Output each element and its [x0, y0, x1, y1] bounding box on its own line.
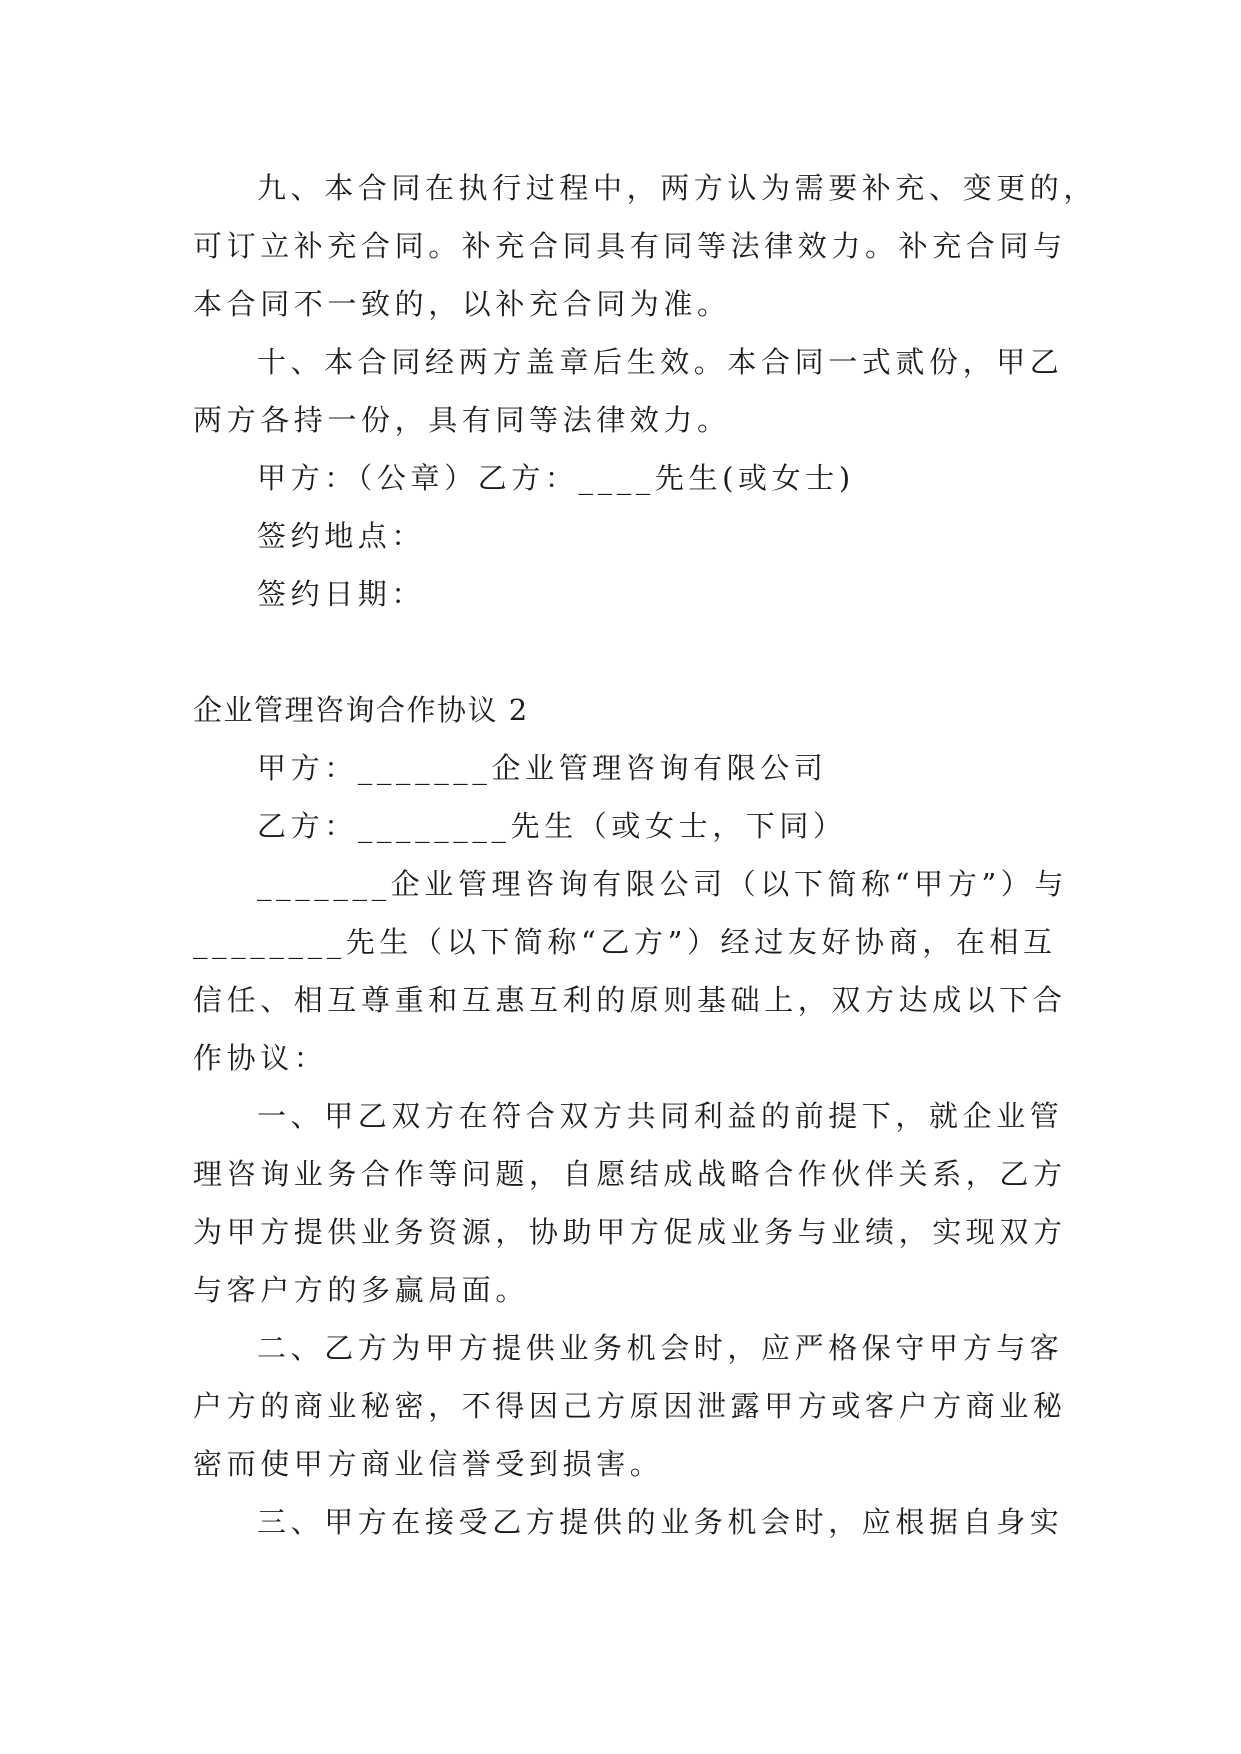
agreement-title: 企业管理咨询合作协议 2	[193, 693, 529, 727]
clause-9-line-3: 本合同不一致的，以补充合同为准。	[193, 287, 731, 321]
preamble-line-4: 作协议：	[193, 1041, 328, 1075]
clause-2-line-2: 户方的商业秘密，不得因己方原因泄露甲方或客户方商业秘	[193, 1389, 1067, 1423]
clause-2-line-1: 二、乙方为甲方提供业务机会时，应严格保守甲方与客	[257, 1331, 1064, 1365]
clause-1-line-4: 与客户方的多赢局面。	[193, 1273, 530, 1307]
party-a: 甲方：_______企业管理咨询有限公司	[257, 751, 828, 785]
clause-9-line-1: 九、本合同在执行过程中，两方认为需要补充、变更的，	[257, 171, 1098, 205]
clause-9-line-2: 可订立补充合同。补充合同具有同等法律效力。补充合同与	[193, 229, 1067, 263]
party-b: 乙方：________先生（或女士，下同）	[257, 809, 847, 843]
clause-1-line-3: 为甲方提供业务资源，协助甲方促成业务与业绩，实现双方	[193, 1215, 1067, 1249]
preamble-line-2: ________先生（以下简称“乙方”）经过友好协商，在相互	[193, 925, 1057, 959]
clause-10-line-1: 十、本合同经两方盖章后生效。本合同一式贰份，甲乙	[257, 345, 1064, 379]
clause-3-line-1: 三、甲方在接受乙方提供的业务机会时，应根据自身实	[257, 1505, 1064, 1539]
preamble-line-3: 信任、相互尊重和互惠互利的原则基础上，双方达成以下合	[193, 983, 1067, 1017]
clause-2-line-3: 密而使甲方商业信誉受到损害。	[193, 1447, 664, 1481]
signing-place: 签约地点：	[257, 519, 426, 553]
signing-date: 签约日期：	[257, 577, 426, 611]
clause-1-line-2: 理咨询业务合作等问题，自愿结成战略合作伙伴关系，乙方	[193, 1157, 1067, 1191]
clause-1-line-1: 一、甲乙双方在符合双方共同利益的前提下，就企业管	[257, 1099, 1064, 1133]
clause-10-line-2: 两方各持一份，具有同等法律效力。	[193, 403, 731, 437]
preamble-line-1: _______企业管理咨询有限公司（以下简称“甲方”）与	[257, 867, 1068, 901]
signature-parties: 甲方：（公章）乙方：____先生(或女士)	[257, 461, 855, 495]
